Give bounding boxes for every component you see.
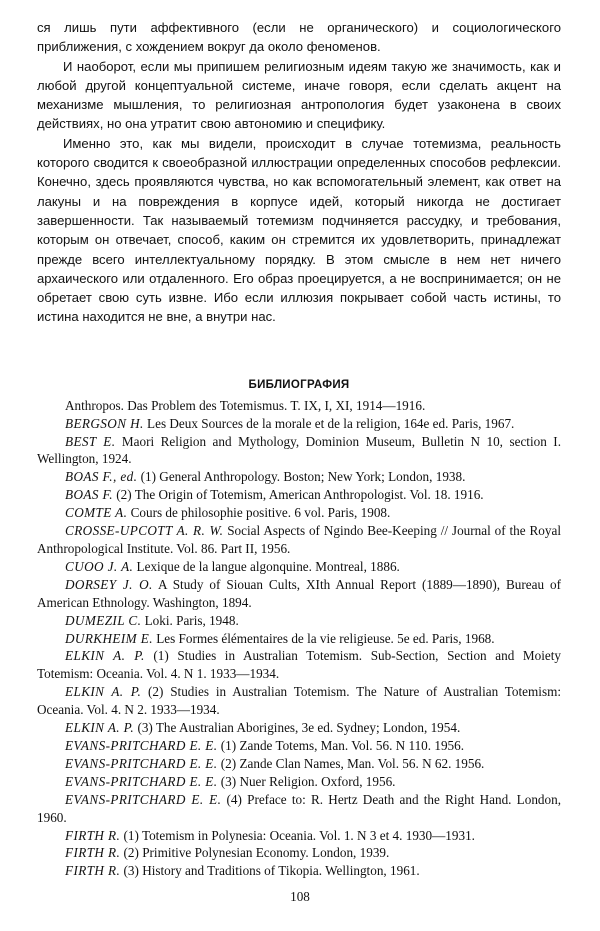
page-number: 108 <box>290 889 310 904</box>
bibliography-entry <box>37 486 561 504</box>
entry-text: (2) Zande Clan Names, Man. Vol. 56. N 62. 1956. <box>220 755 485 771</box>
entry-text: Loki. Paris, 1948. <box>144 612 239 628</box>
bibliography-entry <box>37 719 561 737</box>
bibliography-entry <box>37 504 561 522</box>
paragraph-continuation: ся лишь пути аффективного (если не органического) и социологического приближения, с хождением вокруг да около феноменов. <box>37 20 561 55</box>
entry-author: EVANS-PRITCHARD E. E. <box>65 791 222 807</box>
entry-text: (2) Studies in Australian Totemism. The Nature of Australian Totemism: Oceania. Vol. 4. N 2. 1933—1934. <box>37 684 562 718</box>
entry-text: (1) Zande Totems, Man. Vol. 56. N 110. 1956. <box>220 737 465 753</box>
entry-author: BOAS F. <box>65 487 113 503</box>
entry-author: ELKIN A. P. <box>65 648 145 664</box>
entry-author: EVANS-PRITCHARD E. E. <box>65 737 218 753</box>
bibliography-entry <box>37 415 561 433</box>
bibliography-entry <box>37 791 561 827</box>
bibliography-entry <box>37 862 561 880</box>
entry-author: ELKIN A. P. <box>65 720 135 736</box>
entry-author: DORSEY J. O. <box>65 576 153 592</box>
entry-author: EVANS-PRITCHARD E. E. <box>65 773 218 789</box>
bibliography-entry <box>37 737 561 755</box>
entry-text: Social Aspects of Ngindo Bee-Keeping // Journal of the Royal Anthropological Institute. Vol. 86. Part II, 1956. <box>37 523 561 556</box>
entry-author: BERGSON H. <box>65 415 144 431</box>
entry-text: (4) Preface to: R. Hertz Death and the Right Hand. London, 1960. <box>37 791 561 825</box>
entry-author: FIRTH R. <box>65 845 121 861</box>
entry-text: (2) Primitive Polynesian Economy. London, 1939. <box>123 845 390 861</box>
bibliography-entry <box>37 647 561 683</box>
bibliography-entry <box>37 755 561 773</box>
entry-author: EVANS-PRITCHARD E. E. <box>65 755 218 771</box>
entry-author: DURKHEIM E. <box>65 630 153 646</box>
entry-text: (2) The Origin of Totemism, American Anthropologist. Vol. 18. 1916. <box>116 487 484 503</box>
entry-text: (1) Studies in Australian Totemism. Sub-Section, Section and Moiety Totemism: Oceania. Vol. 4. N 1. 1933—1934. <box>37 648 561 682</box>
entry-text: (1) Totemism in Polynesia: Oceania. Vol. 1. N 3 et 4. 1930—1931. <box>123 827 475 843</box>
entry-author: DUMEZIL C. <box>65 612 142 628</box>
bibliography-entry <box>37 844 561 862</box>
entry-text: Cours de philosophie positive. 6 vol. Paris, 1908. <box>130 505 391 521</box>
entry-author: COMTE A. <box>65 505 128 521</box>
bibliography-entry <box>37 522 561 558</box>
paragraph: Именно это, как мы видели, происходит в случае тотемизма, реальность которого сводится к своеобразной иллюстрации определенных способов рефлексии. Конечно, здесь проявляются чувства, но как вспомогательный элемент, как ответ на лакуны и на повреждения в корпусе идей, который никогда не достигает завершенности. Так называемый тотемизм подчиняется рассудку, и требования, которым он отвечает, способ, каким он стремится их удовлетворить, принадлежат прежде всего интеллектуальному порядку. В этом смысле в нем нет ничего архаического или отдаленного. Его образ проецируется, а не воспринимается; он не обретает свою суть извне. Ибо если иллюзия покрывает собой часть истины, то истина находится не вне, а внутри нас. <box>37 135 561 325</box>
entry-author: BEST E. <box>65 433 116 449</box>
entry-text: Anthropos. Das Problem des Totemismus. T. IX, I, XI, 1914—1916. <box>65 397 426 413</box>
bibliography-entry <box>37 683 561 719</box>
entry-author: CROSSE-UPCOTT A. R. W. <box>65 523 224 539</box>
entry-author: ELKIN A. P. <box>65 684 142 700</box>
bibliography-entry <box>37 612 561 630</box>
entry-text: A Study of Siouan Cults, XIth Annual Report (1889—1890), Bureau of American Ethnology. Washington, 1894. <box>37 576 561 610</box>
bibliography-entry <box>37 576 561 612</box>
entry-text: (3) History and Traditions of Tikopia. Wellington, 1961. <box>123 863 420 879</box>
bibliography-entry <box>37 468 561 486</box>
entry-author: BOAS F., ed. <box>65 469 138 485</box>
bibliography-list <box>37 397 561 880</box>
entry-text: (3) The Australian Aborigines, 3e ed. Sydney; London, 1954. <box>137 720 461 736</box>
bibliography-heading: БИБЛИОГРАФИЯ <box>248 378 350 391</box>
bibliography-entry <box>37 773 561 791</box>
bibliography-entry <box>37 630 561 648</box>
bibliography-entry <box>37 397 561 415</box>
entry-author: FIRTH R. <box>65 863 121 879</box>
entry-text: Lexique de la langue algonquine. Montreal, 1886. <box>136 558 400 574</box>
bibliography-entry <box>37 558 561 576</box>
entry-text: (1) General Anthropology. Boston; New York; London, 1938. <box>140 469 466 485</box>
page-body <box>37 18 561 880</box>
entry-text: (3) Nuer Religion. Oxford, 1956. <box>220 773 396 789</box>
entry-text: Maori Religion and Mythology, Dominion Museum, Bulletin N 10, section I. Wellington, 1924. <box>37 433 561 467</box>
paragraph: И наоборот, если мы припишем религиозным идеям такую же значимость, как и любой другой концептуальной системе, иначе говоря, если сделать акцент на механизме мышления, то религиозная антропология будет узаконена в своих действиях, но она утратит свою автономию и специфику. <box>37 58 561 132</box>
entry-text: Les Formes élémentaires de la vie religieuse. 5e ed. Paris, 1968. <box>156 630 495 646</box>
bibliography-entry <box>37 433 561 469</box>
bibliography-entry <box>37 827 561 845</box>
entry-text: Les Deux Sources de la morale et de la religion, 164e ed. Paris, 1967. <box>147 415 515 431</box>
entry-author: FIRTH R. <box>65 827 121 843</box>
entry-author: CUOO J. A. <box>65 558 134 574</box>
